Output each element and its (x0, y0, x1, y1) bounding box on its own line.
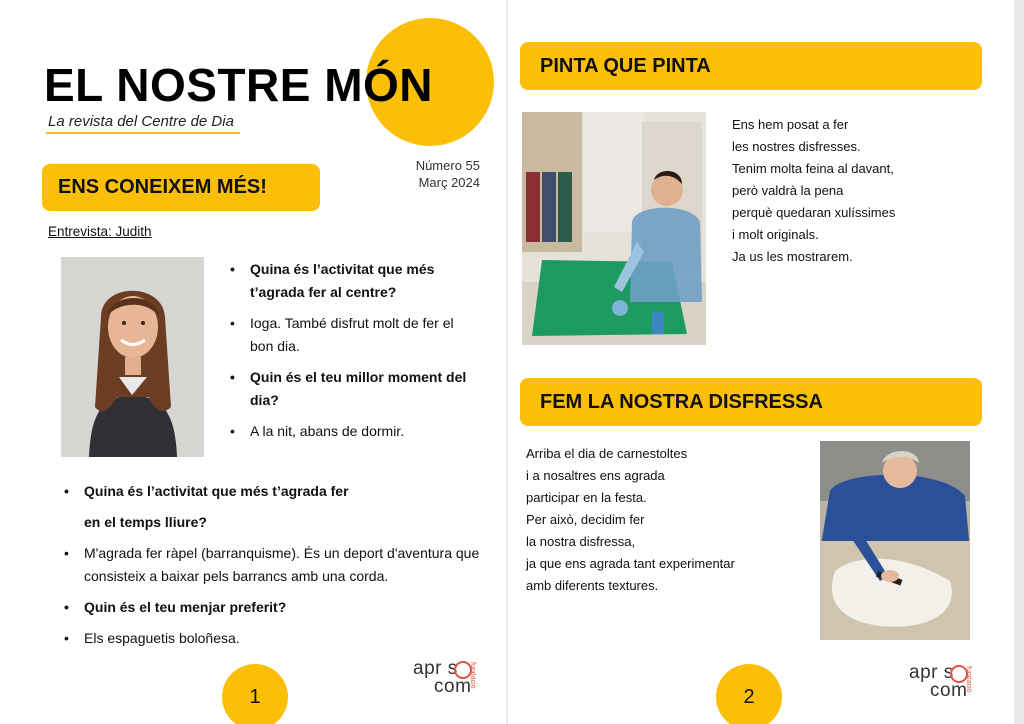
text-line: Tenim molta feina al davant, (732, 161, 894, 176)
text-line: participar en la festa. (526, 490, 647, 505)
text-line: Ja us les mostrarem. (732, 249, 853, 264)
interview-list-top (228, 258, 478, 451)
question-item: • Quin és el teu menjar preferit? (62, 596, 482, 619)
painting-image (522, 112, 706, 345)
logo-text-top: apr s (413, 658, 458, 679)
text-line: Ens hem posat a fer (732, 117, 849, 132)
painting-text (732, 114, 962, 268)
question-continuation: en el temps lliure? (84, 514, 207, 530)
text-line: les nostres disfresses. (732, 139, 861, 154)
magazine-subtitle: La revista del Centre de Dia (48, 113, 234, 130)
issue-info (416, 157, 480, 191)
text-line: amb diferents textures. (526, 578, 659, 593)
page-2 (508, 0, 1014, 724)
logo-text-top: apr s (909, 662, 954, 683)
answer-item: • Els espaguetis boloñesa. (62, 627, 482, 650)
logo-text-bottom: com (930, 680, 968, 701)
text-line: i molt originals. (732, 227, 819, 242)
section-title: FEM LA NOSTRA DISFRESSA (540, 390, 823, 413)
interviewer-credit: Entrevista: Judith (48, 224, 152, 239)
text-line: i a nosaltres ens agrada (526, 468, 665, 483)
section-banner-painting (520, 42, 982, 90)
text-line: però valdrà la pena (732, 183, 844, 198)
text-line: la nostra disfressa, (526, 534, 636, 549)
interviewee-photo (61, 257, 204, 457)
costume-text (526, 443, 786, 597)
apros-logo (909, 660, 985, 704)
costume-photo (820, 441, 970, 640)
interview-list-bottom (62, 480, 482, 658)
text-line: Per això, decidim fer (526, 512, 645, 527)
section-title: ENS CONEIXEM MÉS! (58, 176, 267, 198)
magazine-title: EL NOSTRE MÓN (44, 59, 434, 111)
logo-vertical-text: fundació (469, 662, 476, 689)
painting-photo (522, 112, 706, 345)
portrait-image (61, 257, 204, 457)
text-line: perquè quedaran xulíssimes (732, 205, 896, 220)
logo-text-bottom: com (434, 676, 472, 697)
costume-image (820, 441, 970, 640)
section-title: PINTA QUE PINTA (540, 54, 711, 77)
page-1 (0, 0, 506, 724)
section-banner-interview (42, 164, 320, 211)
text-line: Arriba el dia de carnestoltes (526, 446, 688, 461)
subtitle-underline (46, 132, 240, 134)
question-item: • Quina és l’activitat que més t’agrada fer al centre? (228, 258, 478, 304)
answer-item: • A la nit, abans de dormir. (228, 420, 478, 443)
section-banner-costume (520, 378, 982, 426)
question-item: • Quina és l’activitat que més t’agrada fer (62, 480, 482, 503)
logo-vertical-text: fundació (965, 666, 972, 693)
page-number: 1 (222, 664, 288, 724)
apros-logo (413, 656, 489, 700)
page-number: 2 (716, 664, 782, 724)
question-item: • Quin és el teu millor moment del dia? (228, 366, 478, 412)
issue-number: Número 55 (415, 158, 480, 173)
issue-date: Març 2024 (418, 175, 480, 190)
answer-item: • M'agrada fer ràpel (barranquisme). És un deport d'aventura que consisteix a baixar pels barrancs amb una corda. (62, 542, 482, 588)
answer-item: • Ioga. També disfrut molt de fer el bon dia. (228, 312, 478, 358)
text-line: ja que ens agrada tant experimentar (526, 556, 735, 571)
